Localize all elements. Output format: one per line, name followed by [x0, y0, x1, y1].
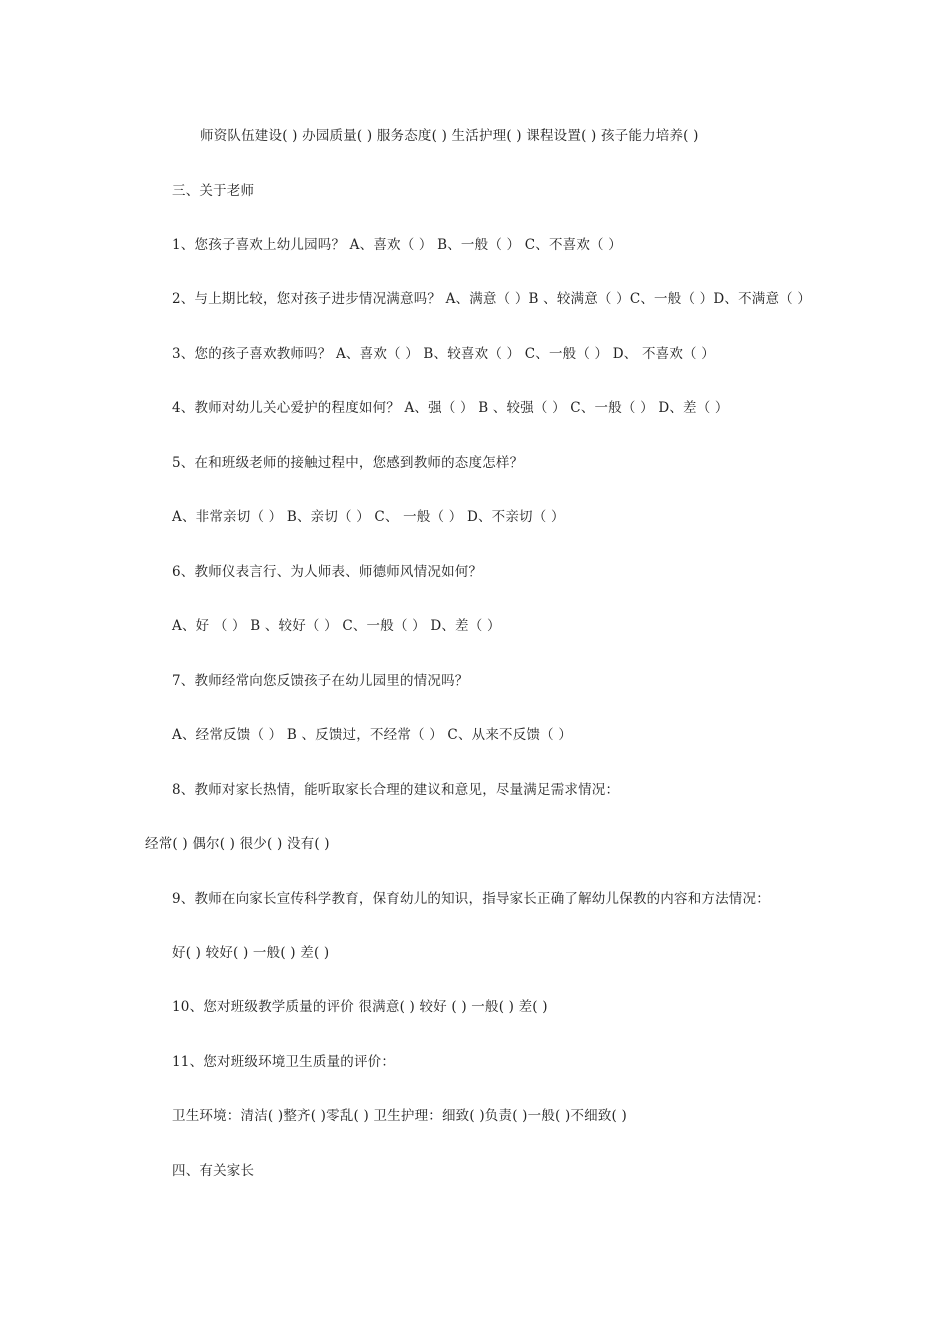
- section-3-heading: 三、关于老师: [172, 183, 255, 199]
- question-11: 11、您对班级环境卫生质量的评价：: [172, 1054, 396, 1070]
- question-11-options: 卫生环境：清洁( )整齐( )零乱( ) 卫生护理：细致( )负责( )一般( )不细致( ): [172, 1108, 627, 1124]
- question-7: 7、教师经常向您反馈孩子在幼儿园里的情况吗？: [172, 673, 469, 689]
- section-4-heading: 四、有关家长: [172, 1163, 255, 1179]
- question-9-options: 好( ) 较好( ) 一般( ) 差( ): [172, 945, 330, 961]
- question-5-options: A、非常亲切（ ） B、亲切（ ） C、 一般（ ） D、不亲切（ ）: [172, 509, 565, 525]
- question-3: 3、您的孩子喜欢教师吗？ A、喜欢（ ） B、较喜欢（ ） C、一般（ ） D、 不喜欢（ ）: [172, 346, 715, 362]
- question-10: 10、您对班级教学质量的评价 很满意( ) 较好 ( ) 一般( ) 差( ): [172, 999, 548, 1015]
- question-1: 1、您孩子喜欢上幼儿园吗？ A、喜欢（ ） B、一般（ ） C、不喜欢（ ）: [172, 237, 622, 253]
- question-6-options: A、好 （ ） B 、较好（ ） C、一般（ ） D、差（ ）: [172, 618, 501, 634]
- question-4: 4、教师对幼儿关心爱护的程度如何？ A、强（ ） B 、较强（ ） C、一般（ ） D、差（ ）: [172, 400, 729, 416]
- question-9: 9、教师在向家长宣传科学教育，保育幼儿的知识，指导家长正确了解幼儿保教的内容和方法情况：: [172, 891, 770, 907]
- intro-options-line: 师资队伍建设( ) 办园质量( ) 服务态度( ) 生活护理( ) 课程设置( ) 孩子能力培养( ): [200, 128, 699, 144]
- question-2: 2、与上期比较，您对孩子进步情况满意吗？ A、满意（ ）B 、较满意（ ）C、一般（ ）D、不满意（ ）: [172, 291, 812, 307]
- question-5: 5、在和班级老师的接触过程中，您感到教师的态度怎样？: [172, 455, 524, 471]
- question-8: 8、教师对家长热情，能听取家长合理的建议和意见，尽量满足需求情况：: [172, 782, 620, 798]
- question-6: 6、教师仪表言行、为人师表、师德师风情况如何？: [172, 564, 483, 580]
- question-8-options: 经常( ) 偶尔( ) 很少( ) 没有( ): [145, 836, 330, 852]
- question-7-options: A、经常反馈（ ） B 、反馈过，不经常（ ） C、从来不反馈（ ）: [172, 727, 573, 743]
